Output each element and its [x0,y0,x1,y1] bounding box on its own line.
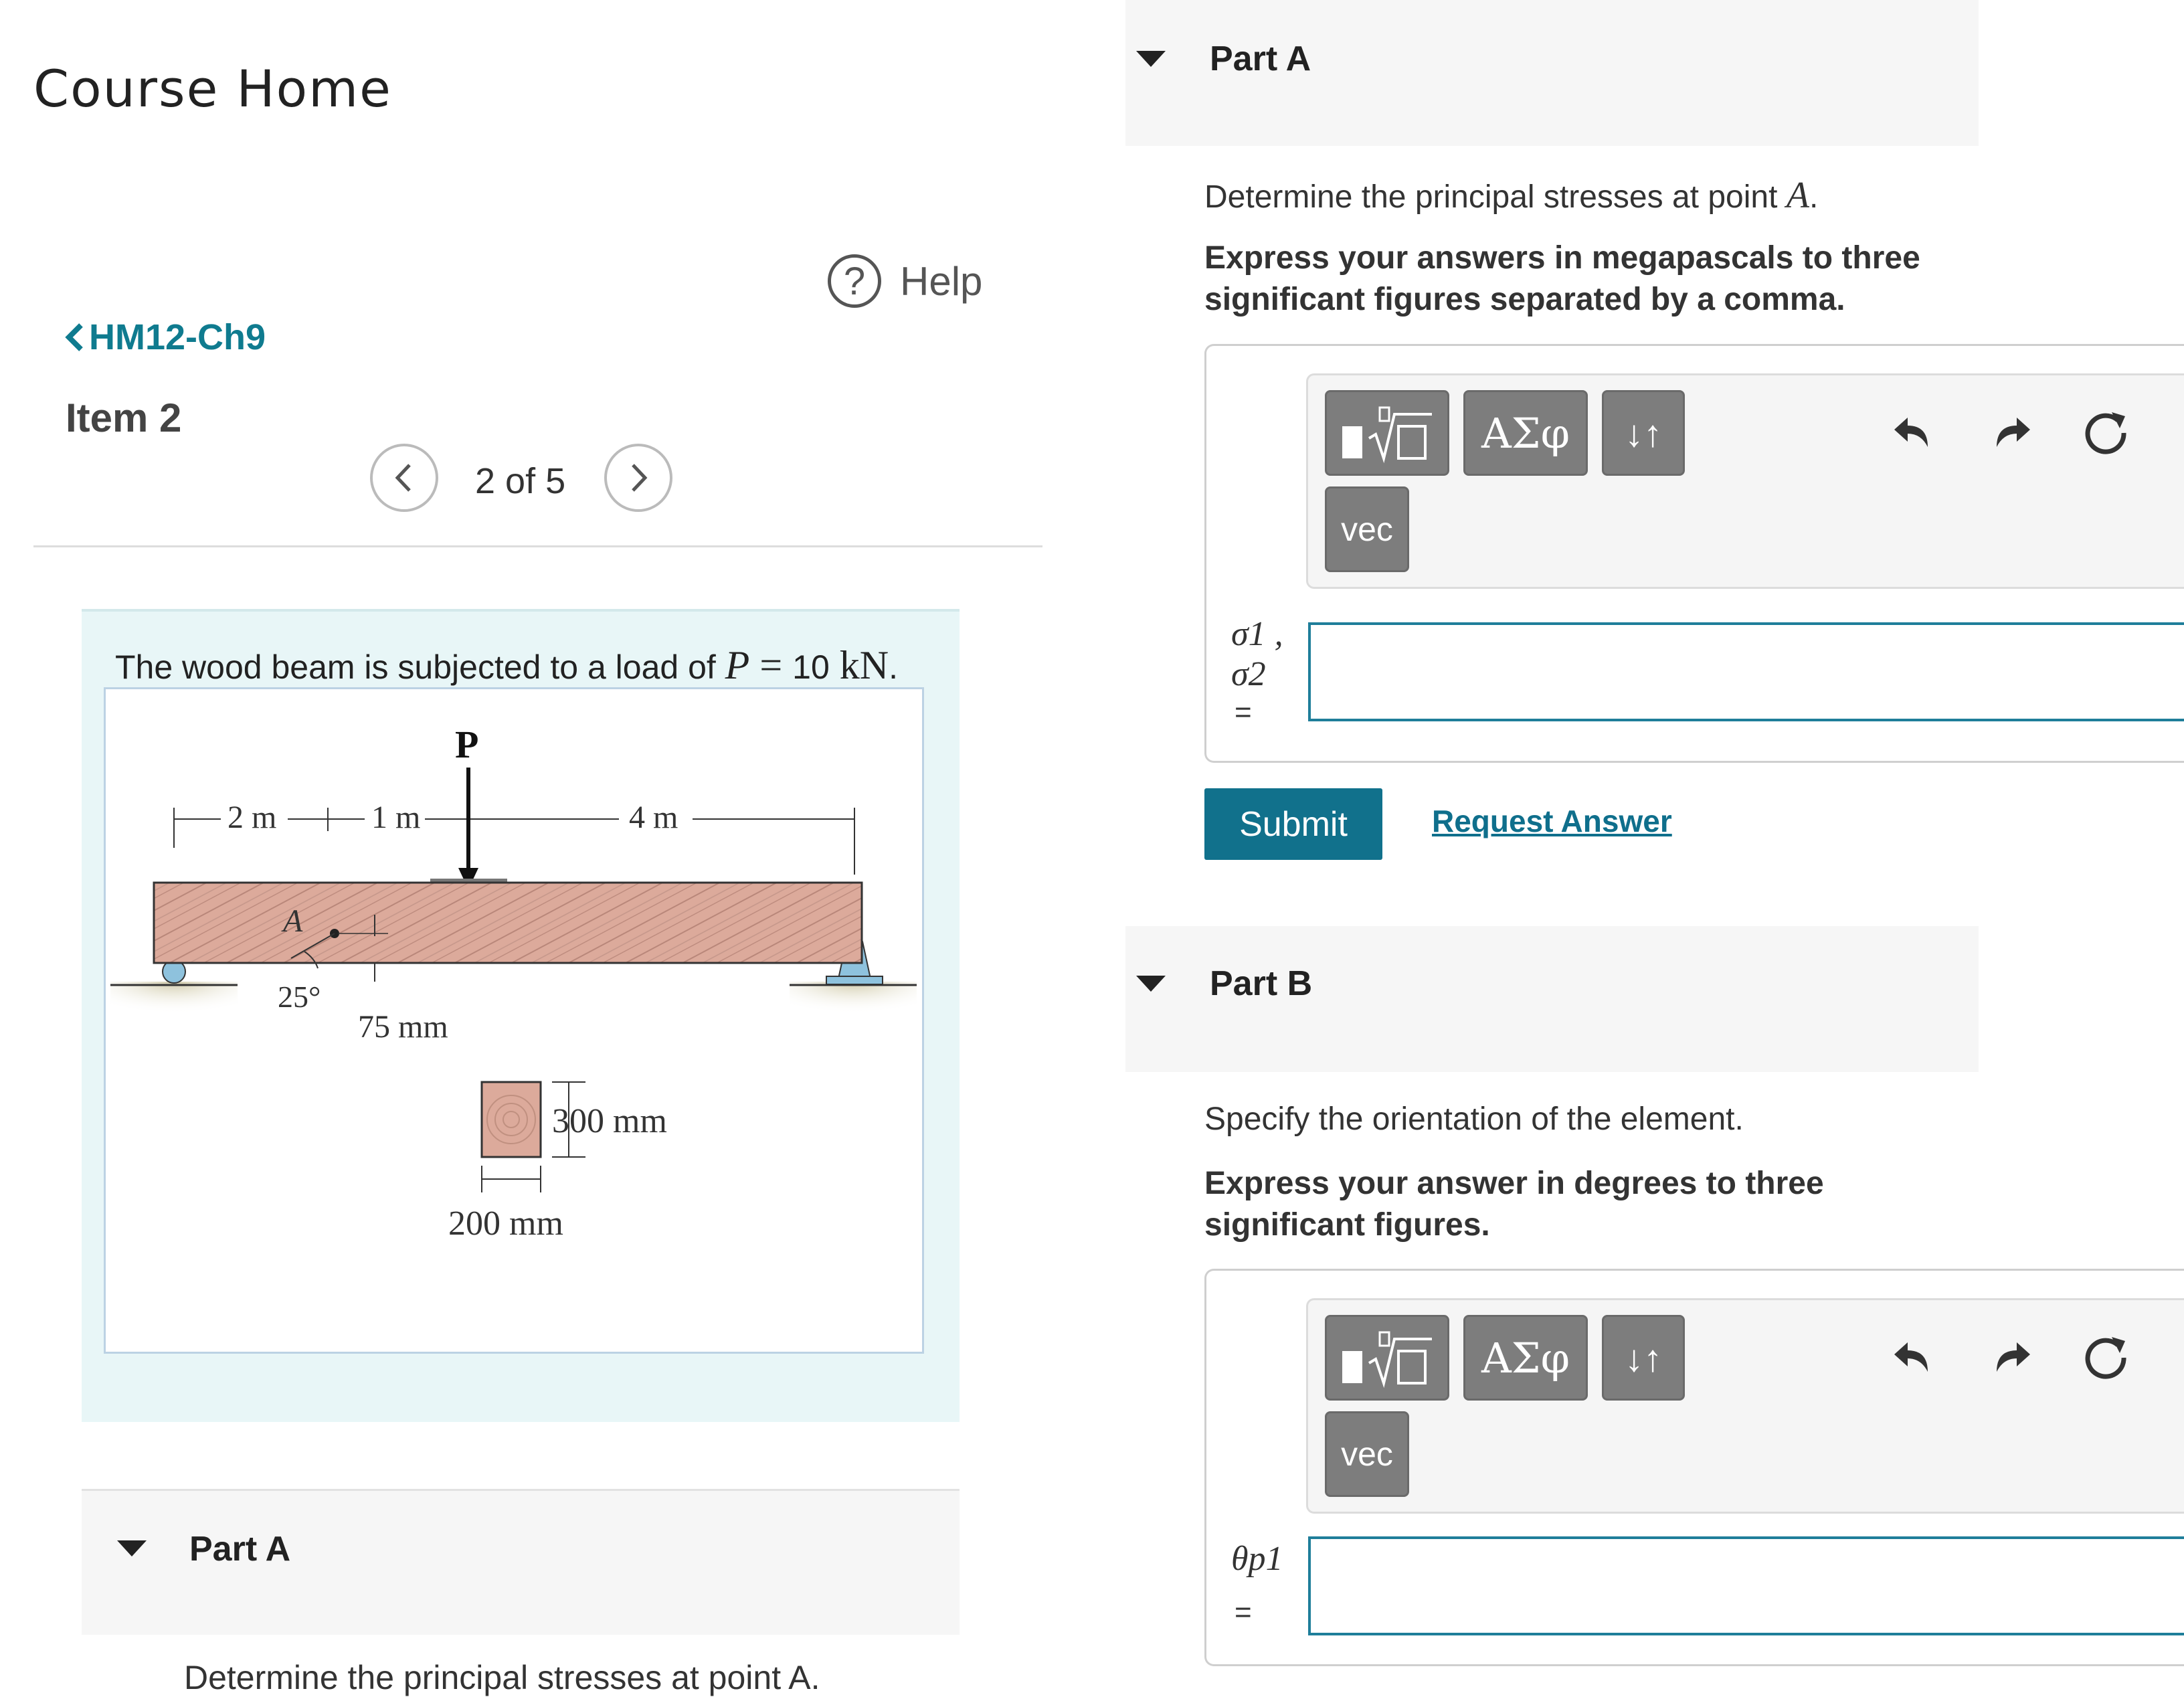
dim-4m-label: 4 m [629,800,678,835]
help-label: Help [900,258,983,304]
load-label: P [455,723,479,766]
part-a-answer-input[interactable] [1308,622,2184,721]
beam-diagram [104,687,924,1354]
undo-icon[interactable] [1890,408,1937,455]
templates-button[interactable] [1325,1315,1449,1401]
dim-1m-label: 1 m [371,800,421,835]
dim-2m-label: 2 m [227,800,277,835]
part-a-instruction: Express your answers in megapascals to three significant figures separated by a comma. [1204,240,1920,317]
wood-beam [154,883,862,963]
previous-item-button[interactable] [370,444,438,512]
caret-down-icon [1136,976,1166,992]
chevron-left-icon [391,461,418,495]
help-button[interactable] [828,254,982,308]
dim-300mm-label: 300 mm [552,1102,667,1140]
part-a-title: Part A [1210,39,1311,78]
greek-symbols-button[interactable]: ΑΣφ [1463,1315,1588,1401]
next-item-button[interactable] [604,444,672,512]
reset-icon[interactable] [2081,1333,2130,1382]
question-mark-icon: ? [828,254,881,308]
problem-statement: The wood beam is subjected to a load of P = 10 kN. [115,643,899,687]
divider [33,545,1042,547]
dim-200mm-label: 200 mm [448,1204,563,1243]
angle-label: 25° [278,980,321,1014]
subscript-superscript-button[interactable]: ↓↑ [1602,390,1685,476]
caret-down-icon [1136,51,1166,67]
submit-button[interactable]: Submit [1204,788,1382,860]
part-b-question: Specify the orientation of the element. [1204,1101,1744,1137]
part-b-instruction: Express your answer in degrees to three significant figures. [1204,1166,1824,1243]
chevron-left-icon [64,323,86,352]
left-part-a-title: Part A [189,1530,291,1569]
right-ground-shade [790,982,917,1022]
greek-symbols-button[interactable]: ΑΣφ [1463,390,1588,476]
page-title: Course Home [33,59,392,118]
redo-icon[interactable] [1987,1333,2034,1380]
sigma-2-label: σ2 [1231,655,1266,693]
part-b-title: Part B [1210,964,1313,1003]
reset-icon[interactable] [2081,408,2130,458]
dim-75mm-label: 75 mm [358,1009,448,1045]
subscript-superscript-button[interactable]: ↓↑ [1602,1315,1685,1401]
part-b-answer-input[interactable] [1308,1536,2184,1635]
square-root-template-icon [1337,399,1437,466]
theta-p1-label: θp1 [1231,1540,1283,1578]
back-link-label: HM12-Ch9 [89,317,266,357]
back-to-assignment-link[interactable] [64,317,266,358]
vector-button[interactable]: vec [1325,1411,1409,1497]
caret-down-icon [117,1540,147,1556]
point-a-label: A [283,903,303,939]
chevron-right-icon [625,461,652,495]
vector-button[interactable]: vec [1325,486,1409,572]
request-answer-link[interactable]: Request Answer [1432,804,1672,838]
left-part-a-question: Determine the principal stresses at point A. [184,1659,820,1696]
part-a-equals: = [1235,696,1252,729]
pager-position: 2 of 5 [475,461,566,501]
templates-button[interactable] [1325,390,1449,476]
cross-section [482,1082,541,1157]
redo-icon[interactable] [1987,408,2034,455]
part-a-question: Determine the principal stresses at point A. [1204,175,1819,216]
part-b-equals: = [1235,1596,1252,1629]
left-ground-shade [110,982,238,1022]
square-root-template-icon [1337,1324,1437,1391]
item-title: Item 2 [66,395,182,440]
undo-icon[interactable] [1890,1333,1937,1380]
sigma-1-label: σ1 , [1231,615,1283,653]
